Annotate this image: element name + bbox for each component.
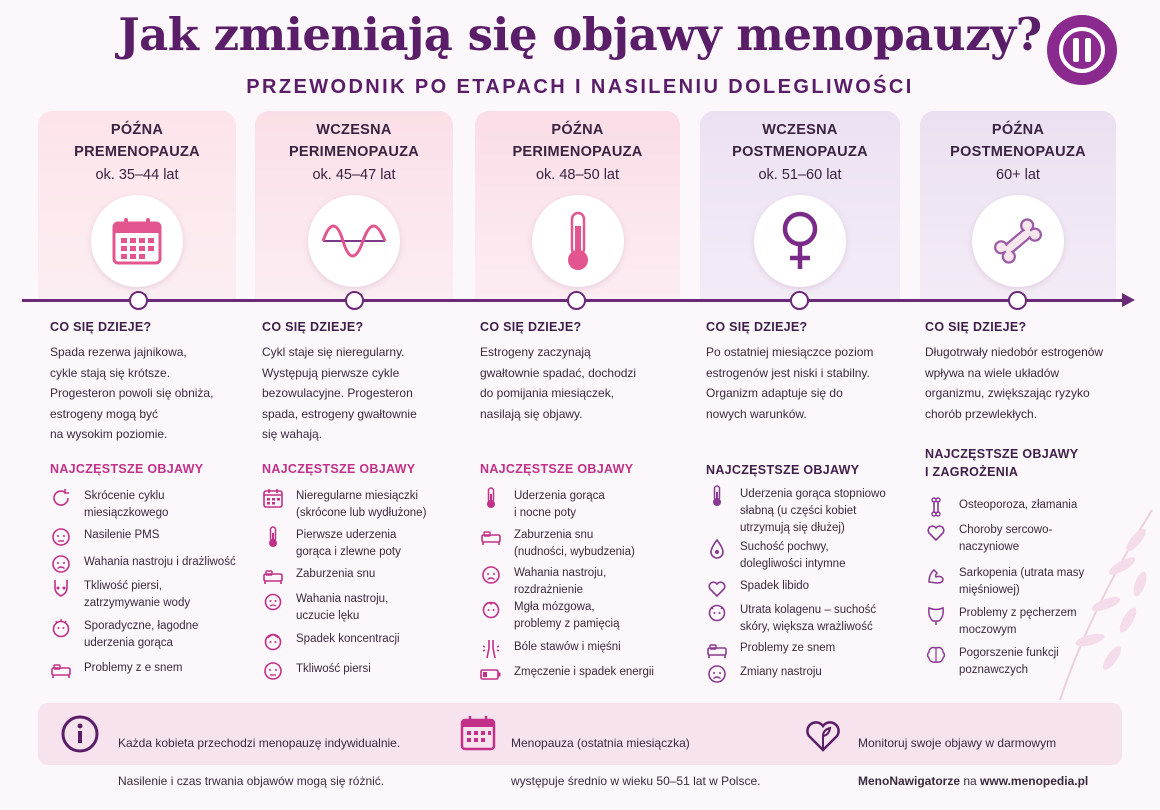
symptom-label: Zaburzenia snu (nudności, wybudzenia) xyxy=(514,529,635,558)
description-line: chorób przewlekłych. xyxy=(925,406,1038,421)
symptom-label: Sarkopenia (utrata masy mięśniowej) xyxy=(959,567,1085,596)
info-icon xyxy=(60,714,100,754)
bed-icon xyxy=(480,526,502,548)
brand-logo-icon xyxy=(1047,15,1117,85)
wave-icon xyxy=(308,195,400,287)
stage-description xyxy=(706,342,916,424)
timeline-dot xyxy=(345,291,364,310)
description-line: bezowulacyjne. Progesteron xyxy=(262,386,413,400)
list-item xyxy=(480,488,605,522)
symptom-label: Zmęczenie i spadek energii xyxy=(514,666,654,678)
symptoms-heading xyxy=(925,445,1078,481)
description-line: estrogenów jest niski i stabilny. xyxy=(706,365,870,380)
symptoms-heading: NAJCZĘSTSZE OBJAWY xyxy=(262,462,416,476)
symptom-label: Mgła mózgowa, problemy z pamięcią xyxy=(514,601,620,630)
brain-face-icon xyxy=(262,630,284,652)
symptom-label: Skrócenie cyklu miesiączkowego xyxy=(84,490,169,519)
list-item xyxy=(706,486,886,537)
droplet-icon xyxy=(706,538,728,560)
bone-icon xyxy=(972,195,1064,287)
symptoms-heading-line: I ZAGROŻENIA xyxy=(925,465,1019,479)
list-item xyxy=(50,660,182,681)
face-icon xyxy=(50,526,72,548)
list-item xyxy=(480,527,635,561)
stage-card-2 xyxy=(255,111,453,299)
body-icon xyxy=(50,577,72,599)
list-item xyxy=(480,565,606,599)
face-icon xyxy=(262,660,284,682)
list-item xyxy=(480,599,619,633)
list-item xyxy=(480,639,621,660)
page-title: Jak zmieniają się objawy menopauzy? xyxy=(118,8,1042,61)
symptoms-heading-line: NAJCZĘSTSZE OBJAWY xyxy=(925,447,1079,461)
mood-face-icon xyxy=(706,663,728,685)
timeline-dot xyxy=(567,291,586,310)
stage-card-1 xyxy=(38,111,236,299)
symptom-label: Sporadyczne, łagodne uderzenia gorąca xyxy=(84,620,199,649)
bed-icon xyxy=(262,565,284,587)
description-line: spada, estrogeny gwałtownie xyxy=(262,406,417,421)
stage-description xyxy=(262,342,462,445)
heart-icon xyxy=(925,521,947,543)
description-line: nowych warunków. xyxy=(706,406,807,421)
stage-name: POSTMENOPAUZA xyxy=(950,144,1086,160)
thermometer-icon xyxy=(480,487,502,509)
symptom-label: Wahania nastroju i drażliwość xyxy=(84,556,236,568)
symptom-label: Suchość pochwy, dolegliwości intymne xyxy=(740,541,846,570)
section-heading: CO SIĘ DZIEJE? xyxy=(925,320,1027,334)
stage-age: 60+ lat xyxy=(996,167,1040,183)
description-line: Cykl staje się nieregularny. xyxy=(262,345,405,359)
list-item xyxy=(50,527,159,548)
description-line: wpływa na wiele układów xyxy=(925,365,1060,380)
stage-age: ok. 45–47 lat xyxy=(312,167,396,183)
list-item xyxy=(262,566,375,587)
symptom-label: Nieregularne miesiączki (skrócone lub wydłużone) xyxy=(296,490,427,519)
description-line: do pomijania miesiączek, xyxy=(480,386,615,400)
stage-card-4 xyxy=(700,111,900,299)
symptom-label: Uderzenia gorąca stopniowo słabną (u części kobiet utrzymują się dłużej) xyxy=(740,488,886,534)
stage-card-5 xyxy=(920,111,1116,299)
list-item xyxy=(262,661,371,682)
symptom-label: Uderzenia gorąca i nocne poty xyxy=(514,490,605,519)
mood-face-icon xyxy=(50,553,72,575)
stage-card-3 xyxy=(475,111,680,299)
description-line: się wahają. xyxy=(262,427,323,441)
section-heading: CO SIĘ DZIEJE? xyxy=(50,320,152,334)
symptom-label: Problemy ze snem xyxy=(740,642,836,654)
stage-name: PERIMENOPAUZA xyxy=(512,144,643,160)
symptom-label: Choroby sercowo- naczyniowe xyxy=(959,524,1053,553)
description-line: Po ostatniej miesiączce poziom xyxy=(706,345,874,359)
heart-icon xyxy=(706,577,728,599)
symptom-label: Zaburzenia snu xyxy=(296,568,376,580)
section-heading: CO SIĘ DZIEJE? xyxy=(706,320,808,334)
bed-icon xyxy=(706,639,728,661)
timeline-arrow-icon xyxy=(1122,293,1135,307)
symptom-label: Wahania nastroju, rozdrażnienie xyxy=(514,567,607,596)
symptom-label: Bóle stawów i mięśni xyxy=(514,641,621,653)
anxious-face-icon xyxy=(262,590,284,612)
female-symbol-icon xyxy=(754,195,846,287)
symptom-label: Tkliwość piersi xyxy=(296,663,371,675)
stage-name: PÓŹNA xyxy=(551,122,604,138)
list-item xyxy=(262,527,401,561)
symptom-label: Pierwsze uderzenia gorąca i zlewne poty xyxy=(296,529,401,558)
symptom-label: Pogorszenie funkcji poznawczych xyxy=(959,647,1059,676)
calendar-icon xyxy=(459,714,497,752)
description-line: estrogeny mogą być xyxy=(50,406,159,421)
column-1 xyxy=(50,320,240,445)
description-line: Występują pierwsze cykle xyxy=(262,365,400,380)
stage-name: PÓŹNA xyxy=(991,122,1045,138)
stage-name: PREMENOPAUZA xyxy=(74,144,200,160)
list-item xyxy=(706,640,835,661)
symptom-label: Problemy z pęcherzem moczowym xyxy=(959,607,1077,636)
timeline-dot xyxy=(1008,291,1027,310)
hot-face-icon xyxy=(50,617,72,639)
list-item xyxy=(706,539,845,573)
symptom-label: Spadek libido xyxy=(740,580,810,592)
footer-text: Nasilenie i czas trwania objawów mogą się różnić. xyxy=(118,774,385,788)
footer-text: Każda kobieta przechodzi menopauzę indywidualnie. xyxy=(118,736,401,750)
symptom-label: Nasilenie PMS xyxy=(84,529,160,541)
footer-text: Monitoruj swoje objawy w darmowym xyxy=(858,736,1057,750)
footer-text: na xyxy=(960,774,981,788)
list-item xyxy=(925,645,1059,679)
footer-text: występuje średnio w wieku 50–51 lat w Polsce. xyxy=(511,774,761,788)
description-line: Estrogeny zaczynają xyxy=(480,345,591,359)
bed-icon xyxy=(50,659,72,681)
stage-name: PERIMENOPAUZA xyxy=(288,144,420,160)
stage-age: ok. 51–60 lat xyxy=(758,167,842,183)
stage-age: ok. 35–44 lat xyxy=(95,167,179,183)
muscle-icon xyxy=(925,564,947,586)
column-4 xyxy=(706,320,916,424)
bladder-icon xyxy=(925,604,947,626)
battery-low-icon xyxy=(480,663,502,685)
calendar-icon xyxy=(91,195,183,287)
symptom-label: Problemy z e snem xyxy=(84,662,183,674)
calendar-icon xyxy=(262,487,284,509)
skin-face-icon xyxy=(706,601,728,623)
section-heading: CO SIĘ DZIEJE? xyxy=(480,320,582,334)
stage-description xyxy=(925,342,1135,424)
stage-age: ok. 48–50 lat xyxy=(535,167,620,183)
symptom-label: Zmiany nastroju xyxy=(740,666,822,678)
joint-pain-icon xyxy=(480,638,502,660)
list-item xyxy=(50,578,190,612)
symptoms-heading: NAJCZĘSTSZE OBJAWY xyxy=(706,463,860,477)
app-name-link[interactable]: MenoNawigatorze xyxy=(858,774,961,788)
list-item xyxy=(480,664,654,685)
list-item xyxy=(262,631,400,652)
page-subtitle: PRZEWODNIK PO ETAPACH I NASILENIU DOLEGLIWOŚCI xyxy=(246,76,914,98)
thermometer-icon xyxy=(706,485,728,507)
list-item xyxy=(262,488,426,522)
list-item xyxy=(925,522,1052,556)
stage-description xyxy=(480,342,690,424)
stage-name: WCZESNA xyxy=(316,122,392,138)
bone-icon xyxy=(925,496,947,518)
symptom-label: Spadek koncentracji xyxy=(296,633,400,645)
brain-icon xyxy=(925,644,947,666)
footer-note-age xyxy=(511,715,760,810)
symptom-label: Utrata kolagenu – suchość skóry, większa wrażliwość xyxy=(740,604,877,633)
description-line: gwałtownie spadać, dochodzi xyxy=(480,365,637,380)
section-heading: CO SIĘ DZIEJE? xyxy=(262,320,364,334)
timeline-dot xyxy=(129,291,148,310)
stage-name: POSTMENOPAUZA xyxy=(732,144,868,160)
description-line: nasilają się objawy. xyxy=(480,406,583,421)
footer-note-individual xyxy=(118,715,400,810)
leaf-decoration-icon xyxy=(1040,500,1158,700)
column-5 xyxy=(925,320,1135,424)
timeline-dot xyxy=(790,291,809,310)
stage-description xyxy=(50,342,240,445)
brain-fog-icon xyxy=(480,598,502,620)
description-line: cykle stają się krótsze. xyxy=(50,365,171,380)
symptoms-heading: NAJCZĘSTSZE OBJAWY xyxy=(480,462,634,476)
mood-face-icon xyxy=(480,564,502,586)
symptom-label: Tkliwość piersi, zatrzymywanie wody xyxy=(84,580,191,609)
footer-text: Menopauza (ostatnia miesiączka) xyxy=(511,736,690,750)
stage-name: PÓŹNA xyxy=(110,122,164,138)
thermometer-icon xyxy=(262,526,284,548)
list-item xyxy=(706,602,876,636)
column-2 xyxy=(262,320,462,445)
description-line: na wysokim poziomie. xyxy=(50,427,168,441)
column-3 xyxy=(480,320,690,424)
description-line: Długotrwały niedobór estrogenów xyxy=(925,345,1104,359)
thermometer-icon xyxy=(532,195,624,287)
list-item xyxy=(50,618,198,652)
list-item xyxy=(50,488,168,522)
symptom-label: Wahania nastroju, uczucie lęku xyxy=(296,593,389,622)
list-item xyxy=(706,578,809,599)
list-item xyxy=(706,664,822,685)
footer-note-app xyxy=(858,715,1088,810)
description-line: Spada rezerwa jajnikowa, xyxy=(50,345,187,359)
list-item xyxy=(50,554,236,575)
symptom-label: Osteoporoza, złamania xyxy=(959,499,1078,511)
description-line: organizmu, zwiększając ryzyko xyxy=(925,386,1090,400)
description-line: Progesteron powoli się obniża, xyxy=(50,386,214,400)
cycle-icon xyxy=(50,487,72,509)
stage-name: WCZESNA xyxy=(762,122,838,138)
description-line: Organizm adaptuje się do xyxy=(706,386,843,400)
list-item xyxy=(262,591,388,625)
heart-leaf-icon xyxy=(802,714,844,754)
website-link[interactable]: www.menopedia.pl xyxy=(980,774,1089,788)
symptoms-heading: NAJCZĘSTSZE OBJAWY xyxy=(50,462,204,476)
